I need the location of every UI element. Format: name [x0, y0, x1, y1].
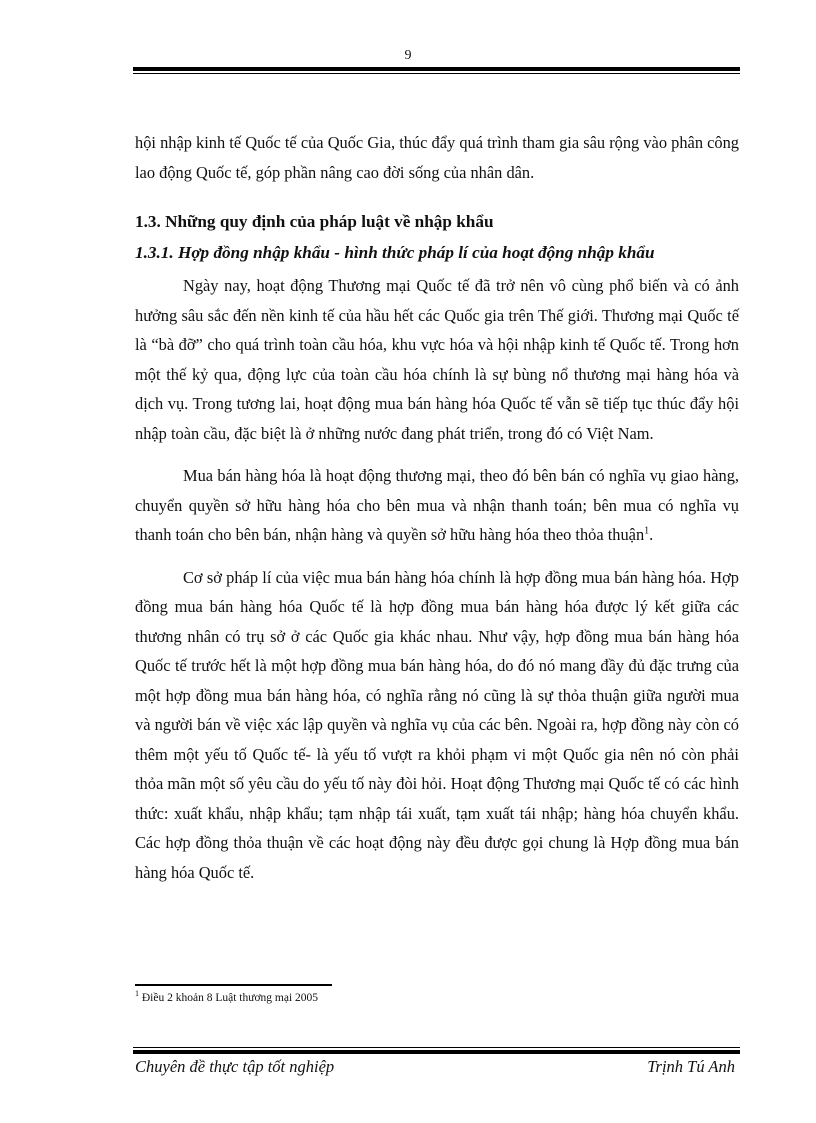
paragraph-definition-text: Mua bán hàng hóa là hoạt động thương mại, theo đó bên bán có nghĩa vụ giao hàng, chuyển quyền sở hữu hàng hóa cho bên mua và nhận thanh toán; bên mua có nghĩa vụ thanh toán cho bên bán, nhận hàng và quyền sở hữu hàng hóa theo thỏa thuận [135, 466, 739, 544]
header-rule [133, 67, 740, 74]
page-body [135, 128, 739, 900]
paragraph-definition [135, 461, 739, 550]
footnote-text: Điều 2 khoản 8 Luật thương mại 2005 [139, 992, 319, 1004]
paragraph-continuation: hội nhập kinh tế Quốc tế của Quốc Gia, thúc đẩy quá trình tham gia sâu rộng vào phân công lao động Quốc tế, góp phần nâng cao đời sống của nhân dân. [135, 133, 739, 182]
subsection-heading: 1.3.1. Hợp đồng nhập khẩu - hình thức pháp lí của hoạt động nhập khẩu [135, 243, 655, 262]
footnote-separator [135, 984, 332, 986]
section-heading: 1.3. Những quy định của pháp luật về nhập khẩu [135, 212, 494, 231]
footer-rule [133, 1047, 740, 1054]
header-rule-thin [133, 73, 740, 74]
footer-rule-thick [133, 1050, 740, 1054]
footnote [135, 989, 319, 1004]
footer-document-title: Chuyên đề thực tập tốt nghiệp [135, 1057, 335, 1076]
paragraph-intro: Ngày nay, hoạt động Thương mại Quốc tế đã trở nên vô cùng phổ biến và có ảnh hưởng sâu sắc đến nền kinh tế của hầu hết các Quốc gia trên Thế giới. Thương mại Quốc tế là “bà đỡ” cho quá trình toàn cầu hóa, khu vực hóa và hội nhập kinh tế Quốc tế. Trong hơn một thế kỷ qua, động lực của toàn cầu hóa chính là sự bùng nổ thương mại hàng hóa và dịch vụ. Trong tương lai, hoạt động mua bán hàng hóa Quốc tế vẫn sẽ tiếp tục thúc đẩy hội nhập toàn cầu, đặc biệt là ở những nước đang phát triển, trong đó có Việt Nam. [135, 276, 739, 443]
footnote-reference[interactable]: 1 [644, 525, 650, 537]
paragraph-definition-end: . [649, 525, 654, 544]
paragraph-legal-basis: Cơ sở pháp lí của việc mua bán hàng hóa chính là hợp đồng mua bán hàng hóa. Hợp đồng mua bán hàng hóa Quốc tế là hợp đồng mua bán hàng hóa được lý kết giữa các thương nhân có trụ sở ở các Quốc gia khác nhau. Như vậy, hợp đồng mua bán hàng hóa Quốc tế trước hết là một hợp đồng mua bán hàng hóa, do đó nó mang đầy đủ đặc trưng của một hợp đồng mua bán hàng hóa, có nghĩa rằng nó cũng là sự thỏa thuận giữa người mua và người bán về việc xác lập quyền và nghĩa vụ của các bên. Ngoài ra, hợp đồng này còn có thêm một yếu tố Quốc tế- là yếu tố vượt ra khỏi phạm vi một Quốc gia nên nó còn phải thỏa mãn một số yêu cầu do yếu tố này đòi hỏi. Hoạt động Thương mại Quốc tế có các hình thức: xuất khẩu, nhập khẩu; tạm nhập tái xuất, tạm xuất tái nhập; hàng hóa chuyển khẩu. Các hợp đồng thỏa thuận về các hoạt động này đều được gọi chung là Hợp đồng mua bán hàng hóa Quốc tế. [135, 567, 739, 882]
footer-author: Trịnh Tú Anh [647, 1057, 735, 1076]
footnote-marker: 1 [135, 989, 139, 999]
page-number: 9 [404, 48, 412, 63]
footer-rule-thin [133, 1047, 740, 1048]
header-rule-thick [133, 67, 740, 71]
